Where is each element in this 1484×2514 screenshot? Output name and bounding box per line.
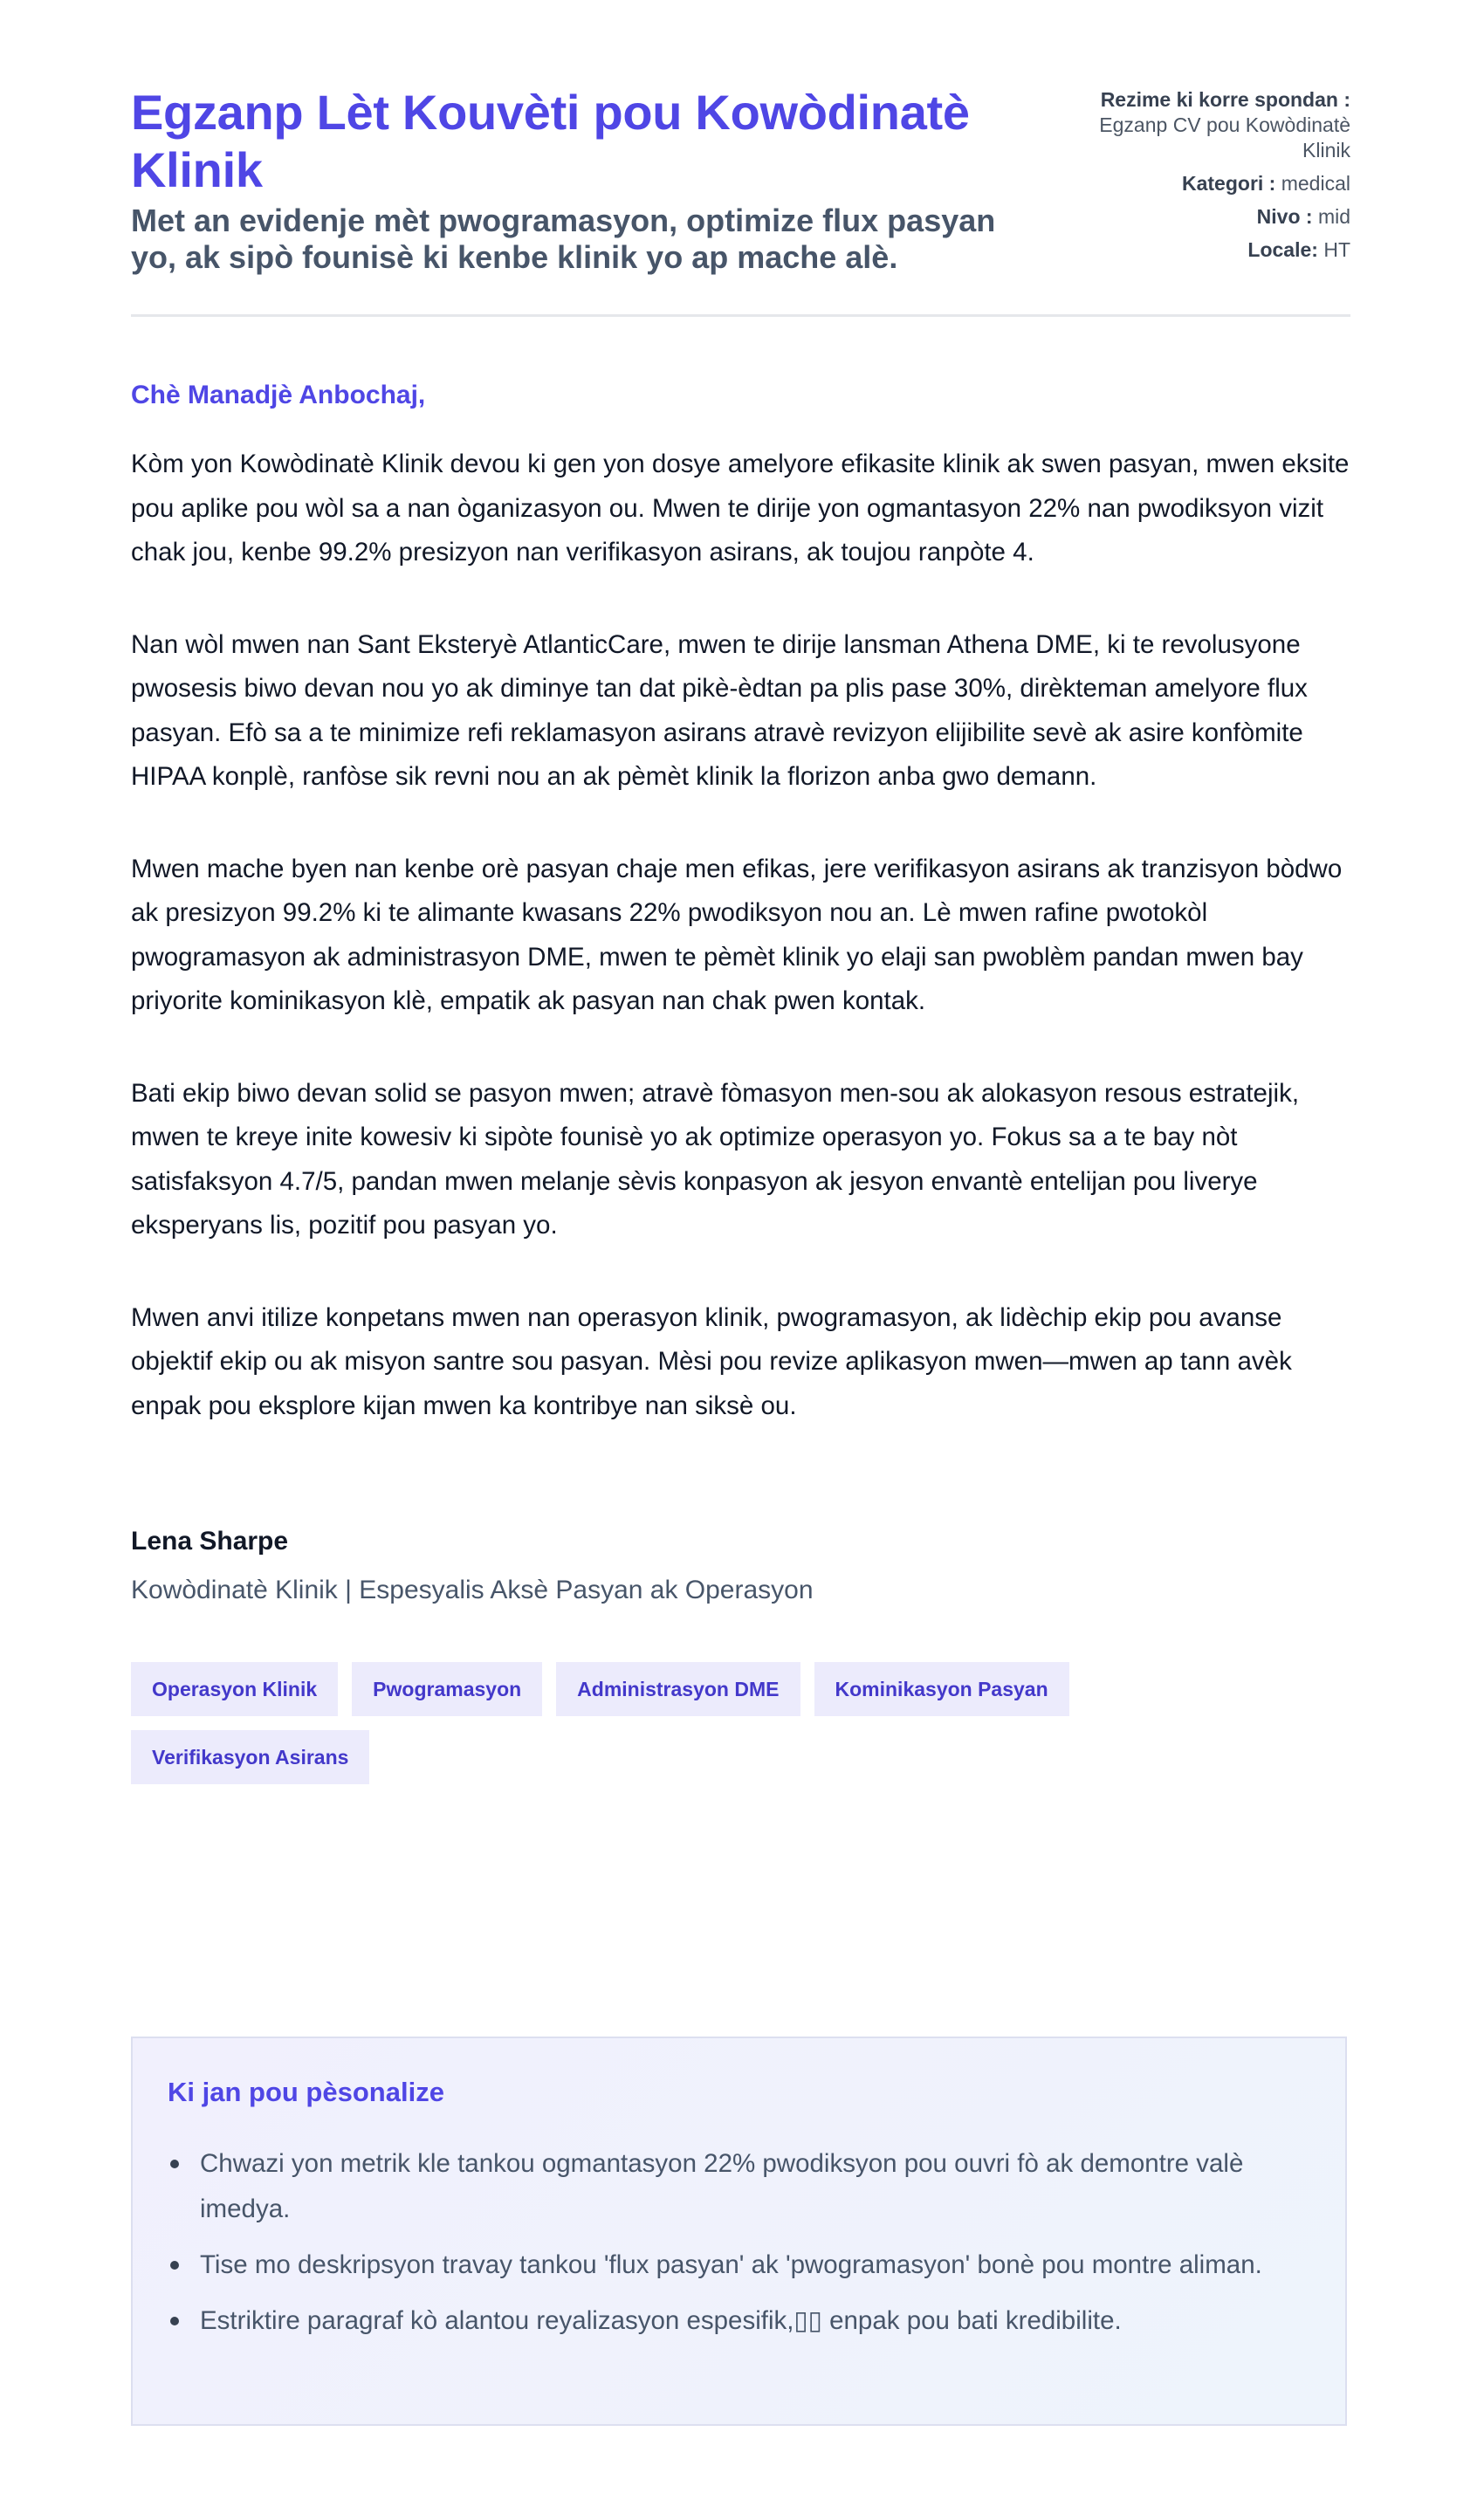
meta-locale-value: HT — [1323, 238, 1350, 261]
meta-category — [1062, 171, 1350, 196]
cover-letter-page — [131, 84, 1350, 1784]
meta-resume-label: Rezime ki korre spondan : — [1100, 88, 1350, 111]
skill-tag[interactable]: Kominikasyon Pasyan — [814, 1662, 1069, 1716]
tips-list — [168, 2141, 1293, 2354]
tip-text: Estriktire paragraf kò alantou reyalizasyon espesifik,▯▯ enpak pou bati kredibilite. — [200, 2306, 1122, 2335]
skill-tags — [131, 1662, 1178, 1784]
tip-text: Tise mo deskripsyon travay tankou 'flux pasyan' ak 'pwogramasyon' bonè pou montre aliman. — [200, 2250, 1262, 2279]
tip-item — [168, 2298, 1293, 2344]
meta-level — [1062, 204, 1350, 230]
page-subtitle: Met an evidenje mèt pwogramasyon, optimize flux pasyan yo, ak sipò founisè ki kenbe klinik yo ap mache alè. — [131, 203, 996, 275]
page-header — [131, 84, 1350, 317]
customization-tips-box — [131, 2037, 1347, 2426]
header-left — [131, 84, 1004, 276]
signature-name: Lena Sharpe — [131, 1527, 289, 1556]
skill-tag[interactable]: Administrasyon DME — [556, 1662, 800, 1716]
letter-paragraph: Bati ekip biwo devan solid se pasyon mwen; atravè fòmasyon men-sou ak alokasyon resous estratejik, mwen te kreye inite kowesiv ki sipòte founisè yo ak optimize operasyon yo. Fokus sa a te bay nòt satisfaksyon 4.7/5, pandan mwen melanje sèvis konpasyon ak jesyon envantè entelijan pou liverye eksperyans lis, pozitif pou pasyan yo. — [131, 1078, 1300, 1240]
bullet-icon — [170, 2160, 179, 2168]
tip-item — [168, 2243, 1293, 2288]
meta-level-label: Nivo : — [1256, 205, 1313, 228]
meta-resume — [1062, 87, 1350, 163]
meta-category-value: medical — [1281, 172, 1350, 195]
meta-panel — [1062, 84, 1350, 271]
meta-level-value: mid — [1317, 205, 1350, 228]
skill-tag[interactable]: Verifikasyon Asirans — [131, 1730, 369, 1784]
meta-locale — [1062, 237, 1350, 263]
page-title: Egzanp Lèt Kouvèti pou Kowòdinatè Klinik — [131, 85, 970, 197]
tip-text: Chwazi yon metrik kle tankou ogmantasyon 22% pwodiksyon pou ouvri fò ak demontre valè imedya. — [200, 2149, 1244, 2223]
meta-category-label: Kategori : — [1182, 172, 1276, 195]
tips-title: Ki jan pou pèsonalize — [168, 2077, 444, 2107]
letter-body — [131, 443, 1350, 1428]
letter-paragraph: Mwen mache byen nan kenbe orè pasyan chaje men efikas, jere verifikasyon asirans ak tranzisyon bòdwo ak presizyon 99.2% ki te alimante kwasans 22% pwodiksyon nou an. Lè mwen rafine pwotokòl pwogramasyon ak administrasyon DME, mwen te pèmèt klinik yo elaji san pwoblèm pandan mwen bay priyorite kominikasyon klè, empatik ak pasyan nan chak pwen kontak. — [131, 854, 1343, 1015]
skill-tag[interactable]: Pwogramasyon — [352, 1662, 542, 1716]
tip-item — [168, 2141, 1293, 2232]
skill-tag[interactable]: Operasyon Klinik — [131, 1662, 338, 1716]
signature-title: Kowòdinatè Klinik | Espesyalis Aksè Pasyan ak Operasyon — [131, 1576, 814, 1604]
letter-paragraph: Kòm yon Kowòdinatè Klinik devou ki gen yon dosye amelyore efikasite klinik ak swen pasyan, mwen eksite pou aplike pou wòl sa a nan òganizasyon ou. Mwen te dirije yon ogmantasyon 22% nan pwodiksyon vizit chak jou, kenbe 99.2% presizyon nan verifikasyon asirans, ak toujou ranpòte 4. — [131, 450, 1350, 567]
bullet-icon — [170, 2261, 179, 2270]
letter-greeting: Chè Manadjè Anbochaj, — [131, 381, 426, 409]
meta-resume-link[interactable]: Egzanp CV pou Kowòdinatè Klinik — [1099, 113, 1350, 161]
meta-locale-label: Locale: — [1247, 238, 1318, 261]
bullet-icon — [170, 2317, 179, 2325]
letter-paragraph: Mwen anvi itilize konpetans mwen nan operasyon klinik, pwogramasyon, ak lidèchip ekip pou avanse objektif ekip ou ak misyon santre sou pasyan. Mèsi pou revize aplikasyon mwen—mwen ap tann avèk enpak pou eksplore kijan mwen ka kontribye nan siksè ou. — [131, 1302, 1292, 1420]
letter-paragraph: Nan wòl mwen nan Sant Eksteryè AtlanticCare, mwen te dirije lansman Athena DME, ki te revolusyone pwosesis biwo devan nou yo ak diminye tan dat pikè-èdtan pa plis pase 30%, dirèkteman amelyore flux pasyan. Efò sa a te minimize refi reklamasyon asirans atravè revizyon elijibilite sevè ak asire konfòmite HIPAA konplè, ranfòse sik revni nou an ak pèmèt klinik la florizon anba gwo demann. — [131, 629, 1308, 791]
